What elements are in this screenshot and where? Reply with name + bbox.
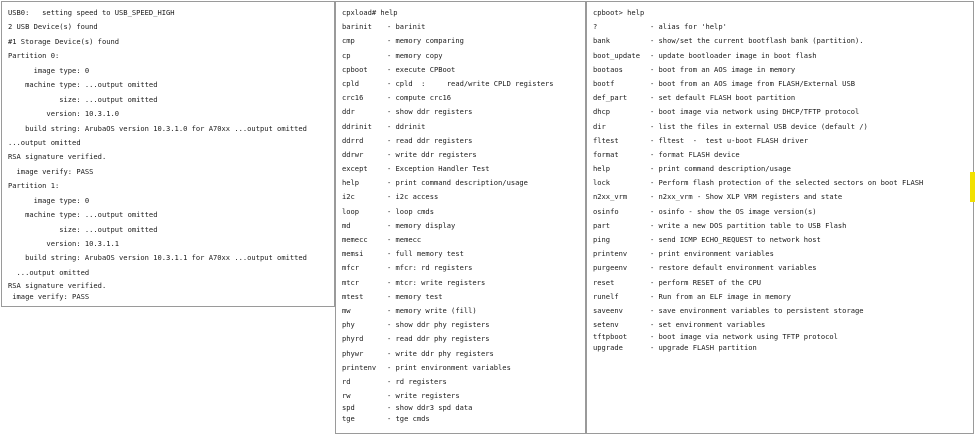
- command-description: - boot from an AOS image in memory: [650, 64, 796, 74]
- command-description: - print command description/usage: [650, 164, 791, 174]
- command-description: - write a new DOS partition table to USB Flash: [650, 220, 847, 230]
- help-row: [342, 389, 585, 403]
- help-row: [342, 120, 585, 134]
- log-line: RSA signature verified.: [8, 152, 107, 162]
- command-description: - memory comparing: [387, 36, 464, 46]
- command-name: spd: [342, 403, 355, 413]
- command-name: phy: [342, 320, 355, 330]
- command-description: - write ddr registers: [387, 149, 477, 159]
- command-name: rd: [342, 376, 351, 386]
- command-description: - alias for 'help': [650, 22, 727, 32]
- command-description: - memory copy: [387, 50, 443, 60]
- command-name: format: [593, 149, 619, 159]
- help-row: [342, 347, 585, 361]
- cpboot-prompt: cpboot> help: [593, 8, 645, 17]
- command-name: phywr: [342, 348, 364, 358]
- command-description: - upgrade FLASH partition: [650, 342, 757, 352]
- help-row: [593, 105, 973, 119]
- command-description: - loop cmds: [387, 206, 434, 216]
- help-row: [342, 162, 585, 176]
- command-name: i2c: [342, 192, 355, 202]
- help-row: [342, 91, 585, 105]
- command-description: - boot image via network using TFTP protocol: [650, 332, 838, 342]
- help-row: [593, 233, 973, 247]
- help-row: [342, 63, 585, 77]
- command-description: - set default FLASH boot partition: [650, 93, 796, 103]
- command-name: printenv: [593, 249, 628, 259]
- command-description: - set environment variables: [650, 320, 766, 330]
- command-name: reset: [593, 277, 615, 287]
- help-row: [593, 77, 973, 91]
- boot-log-panel: [1, 1, 335, 307]
- command-name: ddr: [342, 107, 355, 117]
- command-name: runelf: [593, 291, 619, 301]
- command-name: except: [342, 164, 368, 174]
- command-name: memecc: [342, 235, 368, 244]
- command-description: - Exception Handler Test: [387, 164, 490, 174]
- help-row: [593, 91, 973, 105]
- command-name: rw: [342, 391, 351, 401]
- command-description: - compute crc16: [387, 93, 452, 103]
- command-description: - tge cmds: [387, 413, 430, 423]
- help-row: [342, 49, 585, 63]
- command-name: crc16: [342, 93, 364, 103]
- command-name: barinit: [342, 22, 372, 32]
- command-name: def_part: [593, 93, 628, 103]
- command-name: mw: [342, 305, 351, 315]
- log-line: size: ...output omitted: [8, 224, 158, 234]
- command-description: - show ddr registers: [387, 107, 473, 117]
- help-row: [342, 219, 585, 233]
- command-description: - write registers: [387, 391, 460, 401]
- command-name: help: [593, 164, 611, 174]
- command-description: - memory display: [387, 220, 456, 230]
- command-name: memsi: [342, 249, 364, 259]
- command-description: - print environment variables: [387, 362, 511, 372]
- command-name: ?: [593, 22, 598, 32]
- help-row: [342, 290, 585, 304]
- help-row: [342, 304, 585, 318]
- command-name: bootf: [593, 78, 615, 88]
- command-name: boot_update: [593, 50, 640, 60]
- help-row: [593, 247, 973, 261]
- command-name: cpboot: [342, 64, 368, 74]
- help-row: [342, 332, 585, 346]
- command-description: - rd registers: [387, 376, 447, 386]
- command-name: phyrd: [342, 334, 364, 344]
- help-row: [593, 34, 973, 48]
- command-description: - Perform flash protection of the selected sectors on boot FLASH: [650, 178, 924, 188]
- command-description: - show ddr3 spd data: [387, 403, 473, 413]
- log-line: image verify: PASS: [8, 292, 90, 302]
- help-row: [342, 205, 585, 219]
- help-row: [593, 276, 973, 290]
- highlight-marker: [970, 172, 975, 202]
- help-row: [593, 148, 973, 162]
- command-description: - mfcr: rd registers: [387, 263, 473, 273]
- command-description: - memory write (fill): [387, 305, 477, 315]
- help-row: [593, 219, 973, 233]
- command-name: ping: [593, 235, 611, 244]
- help-row: [593, 49, 973, 63]
- command-description: - perform RESET of the CPU: [650, 277, 762, 287]
- help-row: [593, 290, 973, 304]
- help-row: [342, 247, 585, 261]
- command-name: saveenv: [593, 305, 623, 315]
- command-description: - read ddr phy registers: [387, 334, 490, 344]
- help-row: [342, 375, 585, 389]
- help-row: [593, 205, 973, 219]
- command-name: cpld: [342, 78, 360, 88]
- log-line: machine type: ...output omitted: [8, 210, 158, 220]
- command-name: printenv: [342, 362, 377, 372]
- command-description: - ddrinit: [387, 121, 426, 131]
- command-name: purgeenv: [593, 263, 628, 273]
- command-description: - cpld : read/write CPLD registers: [387, 78, 554, 88]
- command-name: cp: [342, 50, 351, 60]
- log-line: image verify: PASS: [8, 166, 94, 176]
- command-description: - fltest - test u-boot FLASH driver: [650, 135, 809, 145]
- help-row: [342, 176, 585, 190]
- command-name: tftpboot: [593, 332, 628, 342]
- command-description: - send ICMP ECHO_REQUEST to network host: [650, 235, 821, 244]
- command-name: md: [342, 220, 351, 230]
- log-line: version: 10.3.1.1: [8, 239, 120, 248]
- help-row: [342, 148, 585, 162]
- command-description: - full memory test: [387, 249, 464, 259]
- help-row: [593, 332, 973, 343]
- help-row: [342, 276, 585, 290]
- log-line: version: 10.3.1.0: [8, 109, 120, 119]
- cpxload-prompt: cpxload# help: [342, 8, 398, 17]
- command-description: - print command description/usage: [387, 178, 528, 188]
- command-name: n2xx_vrm: [593, 192, 628, 202]
- command-name: lock: [593, 178, 611, 188]
- help-row: [593, 304, 973, 318]
- help-row: [593, 190, 973, 204]
- help-row: [342, 105, 585, 119]
- command-name: part: [593, 220, 611, 230]
- help-row: [342, 261, 585, 275]
- command-description: - barinit: [387, 22, 426, 32]
- log-line: build string: ArubaOS version 10.3.1.0 for A70xx ...output omitted: [8, 123, 307, 133]
- help-row: [342, 20, 585, 34]
- log-line: RSA signature verified.: [8, 281, 107, 291]
- help-row: [593, 162, 973, 176]
- command-description: - list the files in external USB device (default /): [650, 121, 868, 131]
- command-name: osinfo: [593, 206, 619, 216]
- log-line: image type: 0: [8, 195, 90, 205]
- help-row: [342, 318, 585, 332]
- help-row: [342, 414, 585, 425]
- help-row: [593, 120, 973, 134]
- cpboot-help-panel: [586, 1, 974, 434]
- log-line: ...output omitted: [8, 137, 81, 147]
- log-line: Partition 0:: [8, 51, 60, 61]
- help-row: [593, 134, 973, 148]
- command-description: - read ddr registers: [387, 135, 473, 145]
- command-description: - write ddr phy registers: [387, 348, 494, 358]
- log-line: 2 USB Device(s) found: [8, 22, 98, 32]
- command-description: - restore default environment variables: [650, 263, 817, 273]
- help-row: [593, 343, 973, 354]
- command-description: - boot from an AOS image from FLASH/External USB: [650, 78, 855, 88]
- log-line: #1 Storage Device(s) found: [8, 36, 120, 46]
- help-row: [593, 20, 973, 34]
- log-line: machine type: ...output omitted: [8, 80, 158, 90]
- command-name: ddrrd: [342, 135, 364, 145]
- command-description: - update bootloader image in boot flash: [650, 50, 817, 60]
- command-name: setenv: [593, 320, 619, 330]
- command-name: mtcr: [342, 277, 360, 287]
- command-description: - i2c access: [387, 192, 439, 202]
- command-name: upgrade: [593, 342, 623, 352]
- log-line: size: ...output omitted: [8, 94, 158, 104]
- command-name: ddrinit: [342, 121, 372, 131]
- command-description: - print environment variables: [650, 249, 774, 259]
- command-name: tge: [342, 413, 355, 423]
- log-line: ...output omitted: [8, 267, 90, 277]
- help-row: [342, 190, 585, 204]
- cpxload-help-panel: [335, 1, 586, 434]
- log-line: image type: 0: [8, 65, 90, 75]
- log-line: USB0: setting speed to USB_SPEED_HIGH: [8, 8, 175, 17]
- command-name: bootaos: [593, 64, 623, 74]
- log-line: build string: ArubaOS version 10.3.1.1 for A70xx ...output omitted: [8, 253, 307, 263]
- command-description: - mtcr: write registers: [387, 277, 486, 287]
- command-description: - Run from an ELF image in memory: [650, 291, 791, 301]
- help-row: [342, 134, 585, 148]
- command-name: bank: [593, 36, 611, 46]
- command-name: ddrwr: [342, 149, 364, 159]
- command-name: dhcp: [593, 107, 611, 117]
- log-line: Partition 1:: [8, 181, 60, 191]
- command-description: - memecc: [387, 235, 422, 244]
- help-row: [342, 77, 585, 91]
- command-name: mfcr: [342, 263, 360, 273]
- help-row: [342, 34, 585, 48]
- help-row: [342, 361, 585, 375]
- command-description: - memory test: [387, 291, 443, 301]
- command-description: - show/set the current bootflash bank (partition).: [650, 36, 864, 46]
- command-description: - osinfo - show the OS image version(s): [650, 206, 817, 216]
- command-description: - show ddr phy registers: [387, 320, 490, 330]
- command-name: cmp: [342, 36, 355, 46]
- help-row: [593, 261, 973, 275]
- command-description: - format FLASH device: [650, 149, 740, 159]
- command-name: mtest: [342, 291, 364, 301]
- help-row: [342, 233, 585, 247]
- command-name: dir: [593, 121, 606, 131]
- command-description: - boot image via network using DHCP/TFTP protocol: [650, 107, 860, 117]
- help-row: [593, 63, 973, 77]
- command-name: help: [342, 178, 360, 188]
- help-row: [593, 318, 973, 332]
- help-row: [593, 176, 973, 190]
- command-name: loop: [342, 206, 360, 216]
- help-row: [342, 403, 585, 414]
- command-description: - n2xx_vrm - Show XLP VRM registers and state: [650, 192, 843, 202]
- command-description: - execute CPBoot: [387, 64, 456, 74]
- command-name: fltest: [593, 135, 619, 145]
- command-description: - save environment variables to persistent storage: [650, 305, 864, 315]
